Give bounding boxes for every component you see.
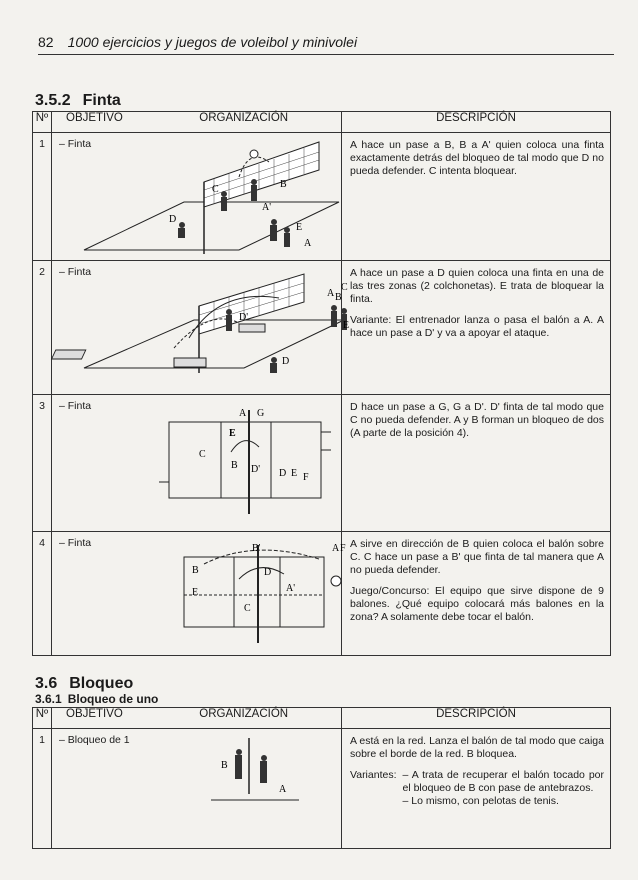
table-row — [33, 395, 611, 532]
row-number: 2 — [33, 261, 52, 395]
diagram-label: F — [303, 472, 309, 483]
mat-icon — [52, 350, 86, 359]
table-header-row — [33, 708, 611, 729]
diagram-label: A — [304, 238, 312, 249]
list-item: – Lo mismo, con pelotas de tenis. — [402, 795, 559, 807]
diagram-label: D' — [239, 312, 249, 323]
col-header-objective: OBJETIVO — [66, 112, 123, 124]
diagram-label: A — [279, 784, 287, 795]
objective-text: – Finta — [59, 537, 92, 549]
objective-text: – Finta — [59, 266, 92, 278]
book-title: 1000 ejercicios y juegos de voleibol y minivolei — [67, 34, 358, 50]
description-cell — [342, 133, 611, 261]
row-number: 4 — [33, 532, 52, 656]
diagram-label: D — [282, 356, 290, 367]
diagram-label: C — [199, 449, 206, 460]
diagram-label: E — [229, 428, 236, 439]
description-paragraph: A hace un pase a D quien coloca una finta en una de las tres zonas (2 colchonetas). E trata de bloquear la finta. — [350, 267, 604, 305]
list-item: – A trata de recuperar el balón tocado por el bloqueo de B con pase de antebrazos. — [402, 769, 604, 794]
row-number: 1 — [33, 729, 52, 849]
diagram-label: B — [192, 565, 199, 576]
mat-icon — [174, 358, 206, 367]
diagram-label: D — [264, 567, 272, 578]
diagram-label: D — [279, 468, 287, 479]
col-header-organization: ORGANIZACIÓN — [199, 708, 289, 720]
diagram-label: G — [257, 408, 265, 419]
court-diagram — [139, 402, 339, 526]
section-heading-bloqueo — [35, 675, 145, 693]
col-header-objective: OBJETIVO — [66, 708, 123, 720]
diagram-label: C — [212, 184, 219, 195]
table-header-row — [33, 112, 611, 133]
exercise-table-finta — [32, 111, 611, 656]
ball-icon — [331, 576, 341, 586]
page-number: 82 — [38, 34, 54, 50]
diagram-label: C — [244, 603, 251, 614]
court-diagram — [79, 268, 350, 380]
diagram-label: D' — [251, 464, 261, 475]
table-row — [33, 261, 611, 395]
organization-cell — [52, 395, 342, 532]
col-header-organization: ORGANIZACIÓN — [199, 112, 289, 124]
diagram-label: B — [280, 179, 287, 190]
col-header-description: DESCRIPCIÓN — [342, 708, 611, 729]
description-paragraph: A está en la red. Lanza el balón de tal modo que caiga sobre el borde de la red. B bloquea. — [350, 735, 604, 760]
exercise-table-bloqueo — [32, 707, 611, 849]
col-header-objective-organization — [52, 708, 342, 729]
objective-text: – Finta — [59, 138, 92, 150]
section-number: 3.5.2 — [35, 92, 71, 109]
section-heading-finta — [35, 92, 133, 110]
description-cell — [342, 729, 611, 849]
col-header-objective-organization — [52, 112, 342, 133]
running-header — [38, 34, 614, 55]
table-row — [33, 133, 611, 261]
diagram-label: E — [343, 320, 350, 331]
court-diagram — [144, 539, 344, 653]
organization-cell — [52, 729, 342, 849]
diagram-label: C — [341, 282, 348, 293]
diagram-label: B — [335, 292, 342, 303]
ball-icon — [250, 150, 258, 158]
diagram-label: E — [291, 468, 298, 479]
variants-label: Variantes: — [350, 769, 397, 781]
organization-cell — [52, 532, 346, 656]
variants-list — [403, 769, 605, 808]
section-title: Finta — [82, 92, 121, 109]
player-figures — [235, 749, 267, 783]
organization-cell — [52, 133, 342, 261]
mat-icon — [239, 324, 265, 332]
col-header-num: Nº — [33, 112, 52, 133]
col-header-num: Nº — [33, 708, 52, 729]
objective-text: – Bloqueo de 1 — [59, 734, 130, 746]
description-paragraph: Variante: El entrenador lanza o pasa el balón a A. A hace un pase a D' y va a apoyar el ataque. — [350, 314, 604, 339]
col-header-description: DESCRIPCIÓN — [342, 112, 611, 133]
diagram-label: F — [340, 543, 346, 554]
description-paragraph: Juego/Concurso: El equipo que sirve dispone de 9 balones. ¿Qué equipo colocará más balones en la zona? A solamente debe tocar el balón. — [350, 585, 604, 623]
variants-block — [350, 769, 604, 808]
organization-cell — [52, 261, 350, 395]
row-number: 3 — [33, 395, 52, 532]
description-paragraph: A sirve en dirección de B quien coloca el balón sobre C. C hace un pase a B' que finta de tal manera que A no pueda defender. — [350, 538, 604, 576]
subsection-heading — [35, 692, 164, 706]
section-number: 3.6 — [35, 675, 58, 692]
description-cell — [342, 532, 611, 656]
diagram-label: A — [332, 543, 340, 554]
table-row — [33, 729, 611, 849]
subsection-number: 3.6.1 — [35, 692, 62, 706]
section-title: Bloqueo — [69, 675, 134, 692]
description-cell — [342, 261, 611, 395]
description-paragraph: A hace un pase a B, B a A' quien coloca una finta exactamente detrás del bloqueo de tal modo que D no pueda defender. C intenta bloquear. — [350, 139, 604, 177]
court-diagram — [74, 142, 334, 252]
description-cell — [342, 395, 611, 532]
diagram-label: A — [327, 288, 335, 299]
objective-text: – Finta — [59, 400, 92, 412]
diagram-label: A' — [286, 583, 296, 594]
diagram-label: B — [231, 460, 238, 471]
diagram-label: E — [296, 222, 303, 233]
description-paragraph: D hace un pase a G, G a D'. D' finta de tal modo que C no pueda defender. A y B forman un bloqueo de dos (A parte de la posición 4). — [350, 401, 604, 439]
diagram-label: B' — [252, 543, 261, 554]
diagram-label: B — [221, 760, 228, 771]
subsection-title: Bloqueo de uno — [67, 692, 159, 706]
diagram-label: A — [239, 408, 247, 419]
row-number: 1 — [33, 133, 52, 261]
block-diagram — [209, 738, 309, 812]
diagram-label: E — [192, 587, 199, 598]
diagram-label: D — [169, 214, 177, 225]
table-row — [33, 532, 611, 656]
diagram-label: A' — [262, 202, 272, 213]
